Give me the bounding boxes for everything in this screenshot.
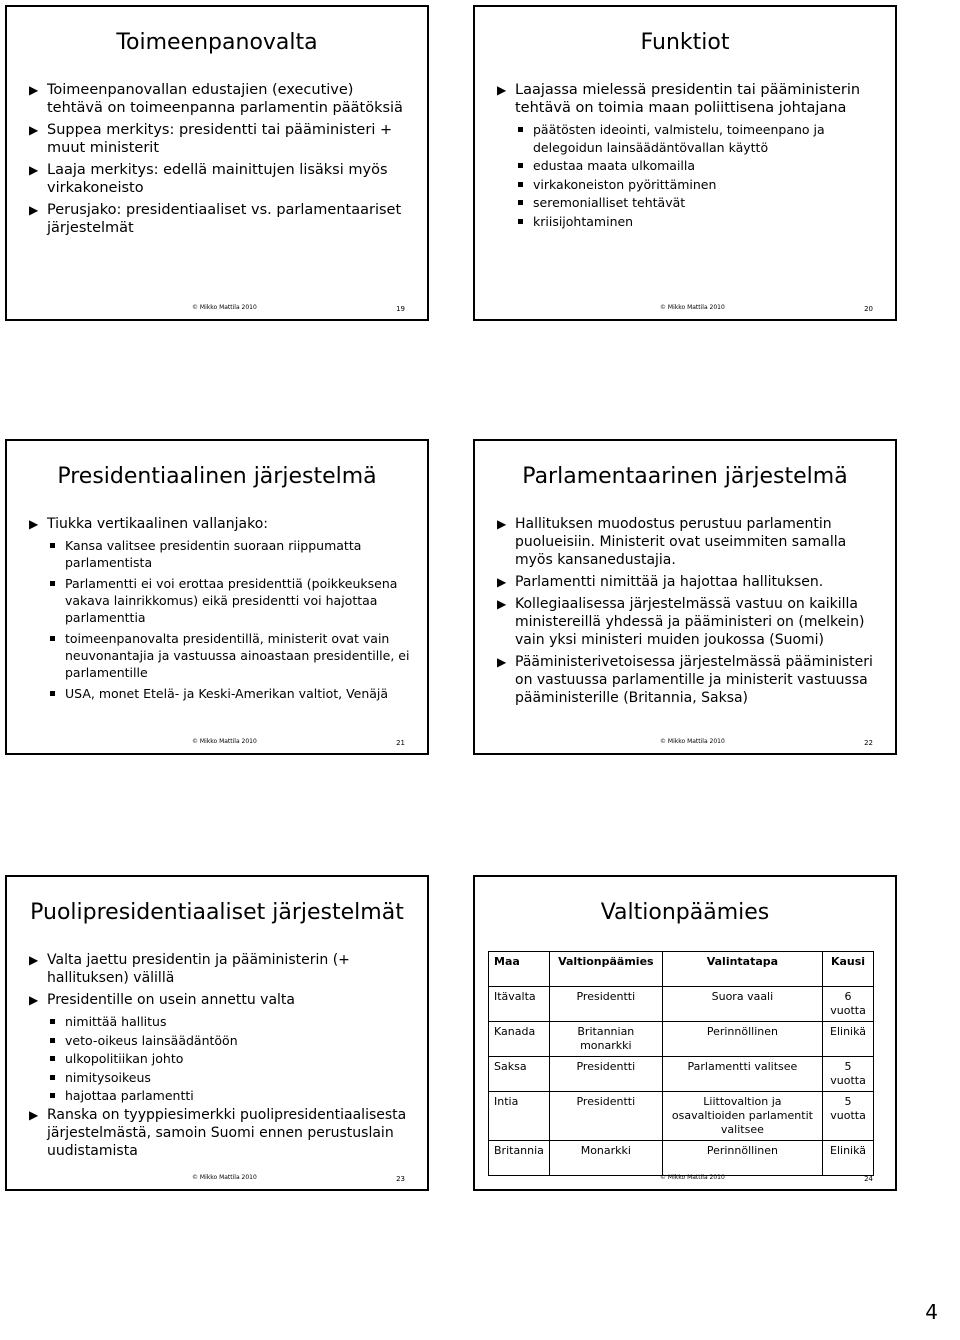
copyright: © Mikko Mattila 2010: [192, 304, 257, 311]
bullet: ▶ Ranska on tyyppiesimerkki puolipresidentiaalisesta järjestelmästä, samoin Suomi ennen perustuslain uudistamista: [29, 1106, 413, 1160]
slide-title: Puolipresidentiaaliset järjestelmät: [30, 900, 404, 925]
bullet: ▶ Tiukka vertikaalinen vallanjako:: [29, 515, 413, 533]
slide-19: [5, 5, 429, 321]
page-number: 4: [925, 1300, 938, 1324]
slide-title: Toimeenpanovalta: [116, 30, 318, 55]
slide-22: [473, 439, 897, 755]
table-header-row: [489, 952, 874, 987]
sub-bullet: nimittää hallitus: [47, 1013, 413, 1031]
slide-title: Valtionpäämies: [600, 900, 770, 925]
table-cell: Intia: [489, 1092, 550, 1141]
head-of-state-table: [488, 951, 874, 1176]
sub-bullet: Kansa valitsee presidentin suoraan riippumatta parlamentista: [47, 537, 413, 571]
bullet: ▶ Pääministerivetoisessa järjestelmässä pääministeri on vastuussa parlamentille ja ministerit vastuussa pääministerille (Britannia, Saksa): [497, 653, 881, 707]
sub-bullet: edustaa maata ulkomailla: [515, 157, 881, 175]
slide-title: Funktiot: [640, 30, 730, 55]
bullet: ▶ Laaja merkitys: edellä mainittujen lisäksi myös virkakoneisto: [29, 161, 413, 197]
bullet: ▶ Parlamentti nimittää ja hajottaa hallituksen.: [497, 573, 881, 591]
bullet: ▶ Toimeenpanovallan edustajien (executive) tehtävä on toimeenpanna parlamentin päätöksiä: [29, 81, 413, 117]
sub-bullet: hajottaa parlamentti: [47, 1087, 413, 1105]
table-header: Kausi: [823, 952, 874, 987]
sub-bullet: ulkopolitiikan johto: [47, 1050, 413, 1068]
bullet: ▶ Hallituksen muodostus perustuu parlamentin puolueisiin. Ministerit ovat useimmiten samalla myös kansanedustajia.: [497, 515, 881, 569]
sub-bullet: toimeenpanovalta presidentillä, ministerit ovat vain neuvonantajia ja vastuussa ainoastaan presidentille, ei parlamentille: [47, 630, 413, 681]
sub-bullet: veto-oikeus lainsäädäntöön: [47, 1032, 413, 1050]
table-cell: Liittovaltion ja osavaltioiden parlamentit valitsee: [662, 1092, 822, 1141]
bullet: ▶ Perusjako: presidentiaaliset vs. parlamentaariset järjestelmät: [29, 201, 413, 237]
table-cell: Britannian monarkki: [549, 1022, 662, 1057]
table-cell: Britannia: [489, 1141, 550, 1176]
table-cell: 6 vuotta: [823, 987, 874, 1022]
table-header: Valintatapa: [662, 952, 822, 987]
slide-number: 24: [864, 1175, 873, 1183]
table-cell: Kanada: [489, 1022, 550, 1057]
table-row: [489, 1092, 874, 1141]
table-cell: Perinnöllinen: [662, 1022, 822, 1057]
bullet: ▶ Suppea merkitys: presidentti tai pääministeri + muut ministerit: [29, 121, 413, 157]
slide-number: 21: [396, 739, 405, 747]
table-row: [489, 1141, 874, 1176]
copyright: © Mikko Mattila 2010: [192, 738, 257, 745]
table-cell: Suora vaali: [662, 987, 822, 1022]
copyright: © Mikko Mattila 2010: [660, 738, 725, 745]
table-cell: Perinnöllinen: [662, 1141, 822, 1176]
bullet: ▶ Valta jaettu presidentin ja pääministerin (+ hallituksen) välillä: [29, 951, 413, 987]
table-header: Valtionpäämies: [549, 952, 662, 987]
slide-23: [5, 875, 429, 1191]
copyright: © Mikko Mattila 2010: [660, 304, 725, 311]
table-header: Maa: [489, 952, 550, 987]
table-cell: Parlamentti valitsee: [662, 1057, 822, 1092]
table-row: [489, 1057, 874, 1092]
copyright: © Mikko Mattila 2010: [192, 1174, 257, 1181]
slide-20: [473, 5, 897, 321]
sub-bullet: nimitysoikeus: [47, 1069, 413, 1087]
slide-title: Parlamentaarinen järjestelmä: [522, 464, 848, 489]
sub-bullet: kriisijohtaminen: [515, 213, 881, 231]
table-cell: Itävalta: [489, 987, 550, 1022]
slide-number: 20: [864, 305, 873, 313]
table-cell: Presidentti: [549, 1057, 662, 1092]
table-cell: Elinikä: [823, 1022, 874, 1057]
slide-21: [5, 439, 429, 755]
slide-24: [473, 875, 897, 1191]
table-row: [489, 1022, 874, 1057]
table-cell: Monarkki: [549, 1141, 662, 1176]
table-cell: Presidentti: [549, 1092, 662, 1141]
sub-bullet: seremonialliset tehtävät: [515, 194, 881, 212]
bullet: ▶ Presidentille on usein annettu valta: [29, 991, 413, 1009]
bullet: ▶ Laajassa mielessä presidentin tai pääministerin tehtävä on toimia maan poliittisena johtajana: [497, 81, 881, 117]
table-cell: 5 vuotta: [823, 1092, 874, 1141]
table-cell: 5 vuotta: [823, 1057, 874, 1092]
sub-bullet: Parlamentti ei voi erottaa presidenttiä (poikkeuksena vakava lainrikkomus) eikä presidentti voi hajottaa parlamenttia: [47, 575, 413, 626]
copyright: © Mikko Mattila 2010: [660, 1174, 725, 1181]
sub-bullet: päätösten ideointi, valmistelu, toimeenpano ja delegoidun lainsäädäntövallan käyttö: [515, 121, 881, 156]
slide-number: 23: [396, 1175, 405, 1183]
bullet: ▶ Kollegiaalisessa järjestelmässä vastuu on kaikilla ministereillä yhdessä ja pääministeri on (melkein) vain yksi ministeri muiden joukossa (Suomi): [497, 595, 881, 649]
table-cell: Presidentti: [549, 987, 662, 1022]
sub-bullet: virkakoneiston pyörittäminen: [515, 176, 881, 194]
table-row: [489, 987, 874, 1022]
slide-number: 19: [396, 305, 405, 313]
table-cell: Saksa: [489, 1057, 550, 1092]
table-cell: Elinikä: [823, 1141, 874, 1176]
slide-title: Presidentiaalinen järjestelmä: [57, 464, 377, 489]
sub-bullet: USA, monet Etelä- ja Keski-Amerikan valtiot, Venäjä: [47, 685, 413, 702]
slide-number: 22: [864, 739, 873, 747]
